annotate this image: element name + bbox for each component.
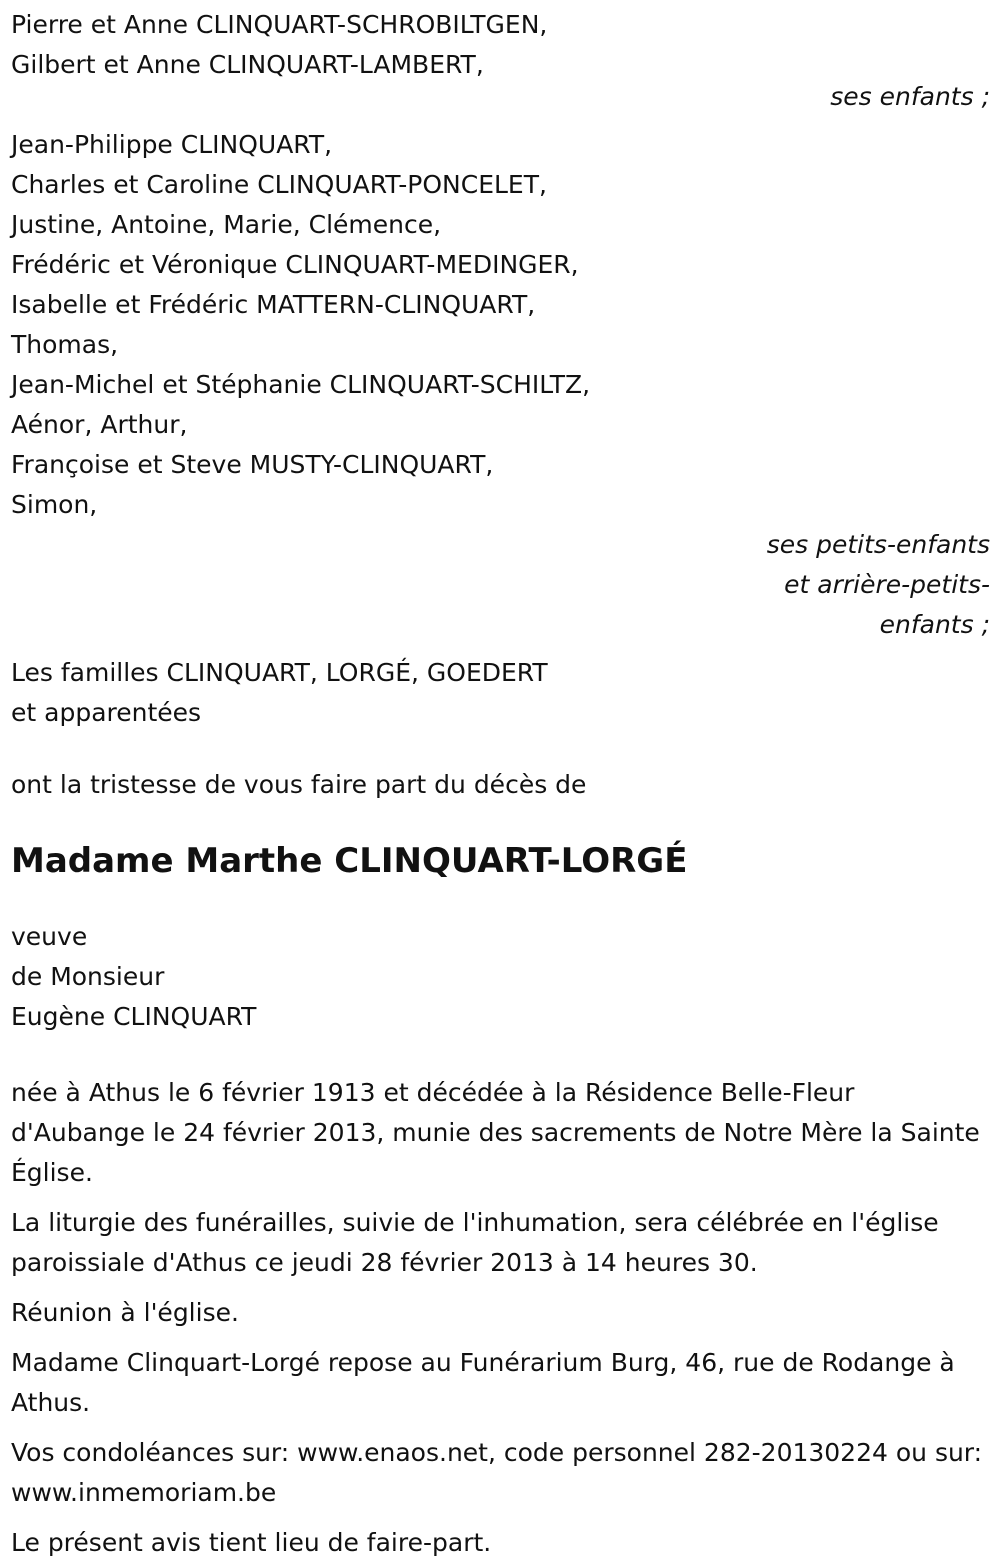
closing-paragraph: Le présent avis tient lieu de faire-part. (11, 1528, 492, 1557)
grandchildren-line: Simon, (11, 490, 98, 519)
grandchildren-line: Frédéric et Véronique CLINQUART-MEDINGER, (11, 250, 579, 279)
grandchildren-line: Françoise et Steve MUSTY-CLINQUART, (11, 450, 494, 479)
widow-block (11, 917, 990, 1037)
birth-death-paragraph: née à Athus le 6 février 1913 et décédée à la Résidence Belle-Fleur d'Aubange le 24 février 2013, munie des sacrements de Notre Mère la Sainte Église. (11, 1078, 980, 1187)
grandchildren-line: Thomas, (11, 330, 119, 359)
grandchildren-line: Jean-Michel et Stéphanie CLINQUART-SCHILTZ, (11, 370, 591, 399)
families-line: Les familles CLINQUART, LORGÉ, GOEDERT (11, 658, 548, 687)
grandchildren-line: Charles et Caroline CLINQUART-PONCELET, (11, 170, 547, 199)
widow-line: de Monsieur (11, 962, 165, 991)
announcement-text: ont la tristesse de vous faire part du décès de (11, 770, 587, 799)
children-line: Pierre et Anne CLINQUART-SCHROBILTGEN, (11, 10, 548, 39)
widow-line: Eugène CLINQUART (11, 1002, 257, 1031)
children-block (11, 5, 990, 117)
condolences-paragraph: Vos condoléances sur: www.enaos.net, code personnel 282-20130224 ou sur: www.inmemoriam.be (11, 1438, 983, 1507)
funeral-home-paragraph: Madame Clinquart-Lorgé repose au Funérarium Burg, 46, rue de Rodange à Athus. (11, 1348, 955, 1417)
meeting-paragraph: Réunion à l'église. (11, 1298, 239, 1327)
children-line: Gilbert et Anne CLINQUART-LAMBERT, (11, 50, 484, 79)
funeral-paragraph: La liturgie des funérailles, suivie de l'inhumation, sera célébrée en l'église paroissiale d'Athus ce jeudi 28 février 2013 à 14 heures 30. (11, 1208, 939, 1277)
deceased-name: Madame Marthe CLINQUART-LORGÉ (11, 841, 688, 881)
widow-line: veuve (11, 922, 88, 951)
families-line: et apparentées (11, 698, 202, 727)
details-block (11, 1073, 990, 1563)
grandchildren-relation: et arrière-petits- (784, 570, 990, 599)
children-relation: ses enfants ; (830, 82, 990, 111)
grandchildren-relation: ses petits-enfants (766, 530, 990, 559)
grandchildren-line: Justine, Antoine, Marie, Clémence, (11, 210, 442, 239)
grandchildren-line: Jean-Philippe CLINQUART, (11, 130, 333, 159)
families-block (11, 653, 990, 733)
grandchildren-block (11, 125, 990, 645)
grandchildren-line: Aénor, Arthur, (11, 410, 188, 439)
grandchildren-relation: enfants ; (879, 610, 990, 639)
grandchildren-line: Isabelle et Frédéric MATTERN-CLINQUART, (11, 290, 536, 319)
